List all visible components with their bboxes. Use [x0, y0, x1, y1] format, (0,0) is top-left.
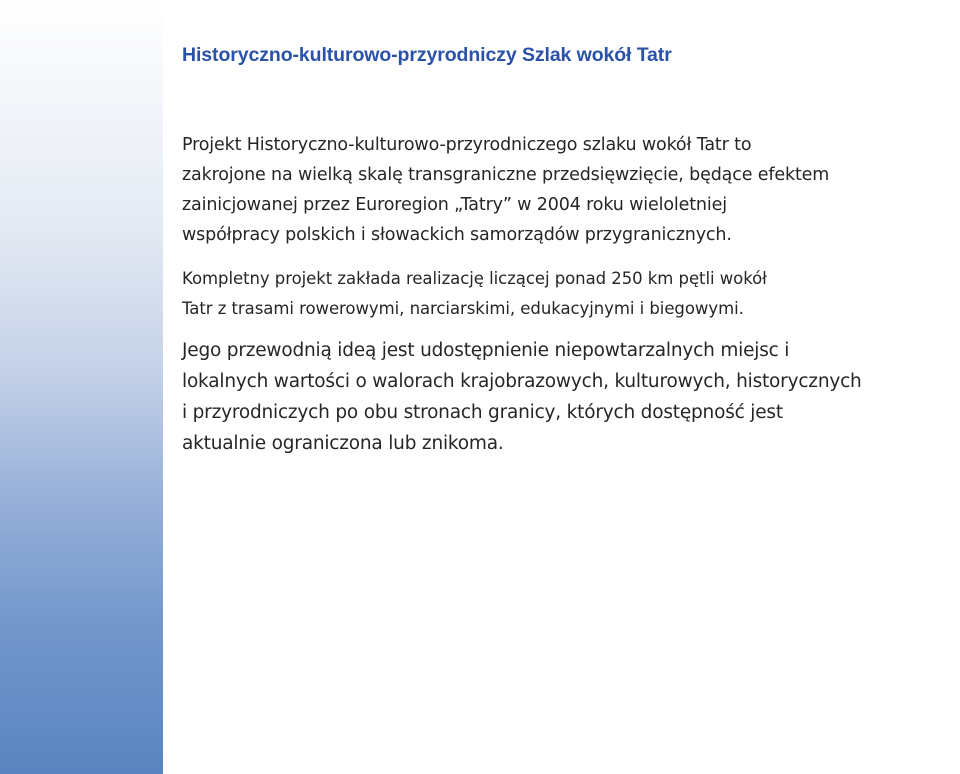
paragraph-line: lokalnych wartości o walorach krajobrazowych, kulturowych, historycznych [182, 371, 862, 392]
paragraph-line: zainicjowanej przez Euroregion „Tatry” w 2004 roku wieloletniej [182, 195, 727, 215]
paragraph-line: Tatr z trasami rowerowymi, narciarskimi, edukacyjnymi i biegowymi. [182, 299, 744, 318]
paragraph-line: współpracy polskich i słowackich samorządów przygranicznych. [182, 225, 732, 245]
paragraph-line: Projekt Historyczno-kulturowo-przyrodniczego szlaku wokół Tatr to [182, 135, 752, 155]
paragraph-line: zakrojone na wielką skalę transgraniczne przedsięwzięcie, będące efektem [182, 165, 830, 185]
slide-title: Historyczno-kulturowo-przyrodniczy Szlak wokół Tatr [182, 44, 672, 66]
paragraph-line: Kompletny projekt zakłada realizację liczącej ponad 250 km pętli wokół [182, 269, 767, 288]
paragraph-line: Jego przewodnią ideą jest udostępnienie niepowtarzalnych miejsc i [182, 340, 790, 361]
paragraph-line: aktualnie ograniczona lub znikoma. [182, 433, 504, 454]
paragraph-line: i przyrodniczych po obu stronach granicy, których dostępność jest [182, 402, 783, 423]
paragraph-intro [182, 130, 829, 250]
paragraph-project-scope [182, 264, 767, 324]
decorative-side-band [0, 0, 163, 774]
paragraph-main-idea [182, 335, 862, 459]
